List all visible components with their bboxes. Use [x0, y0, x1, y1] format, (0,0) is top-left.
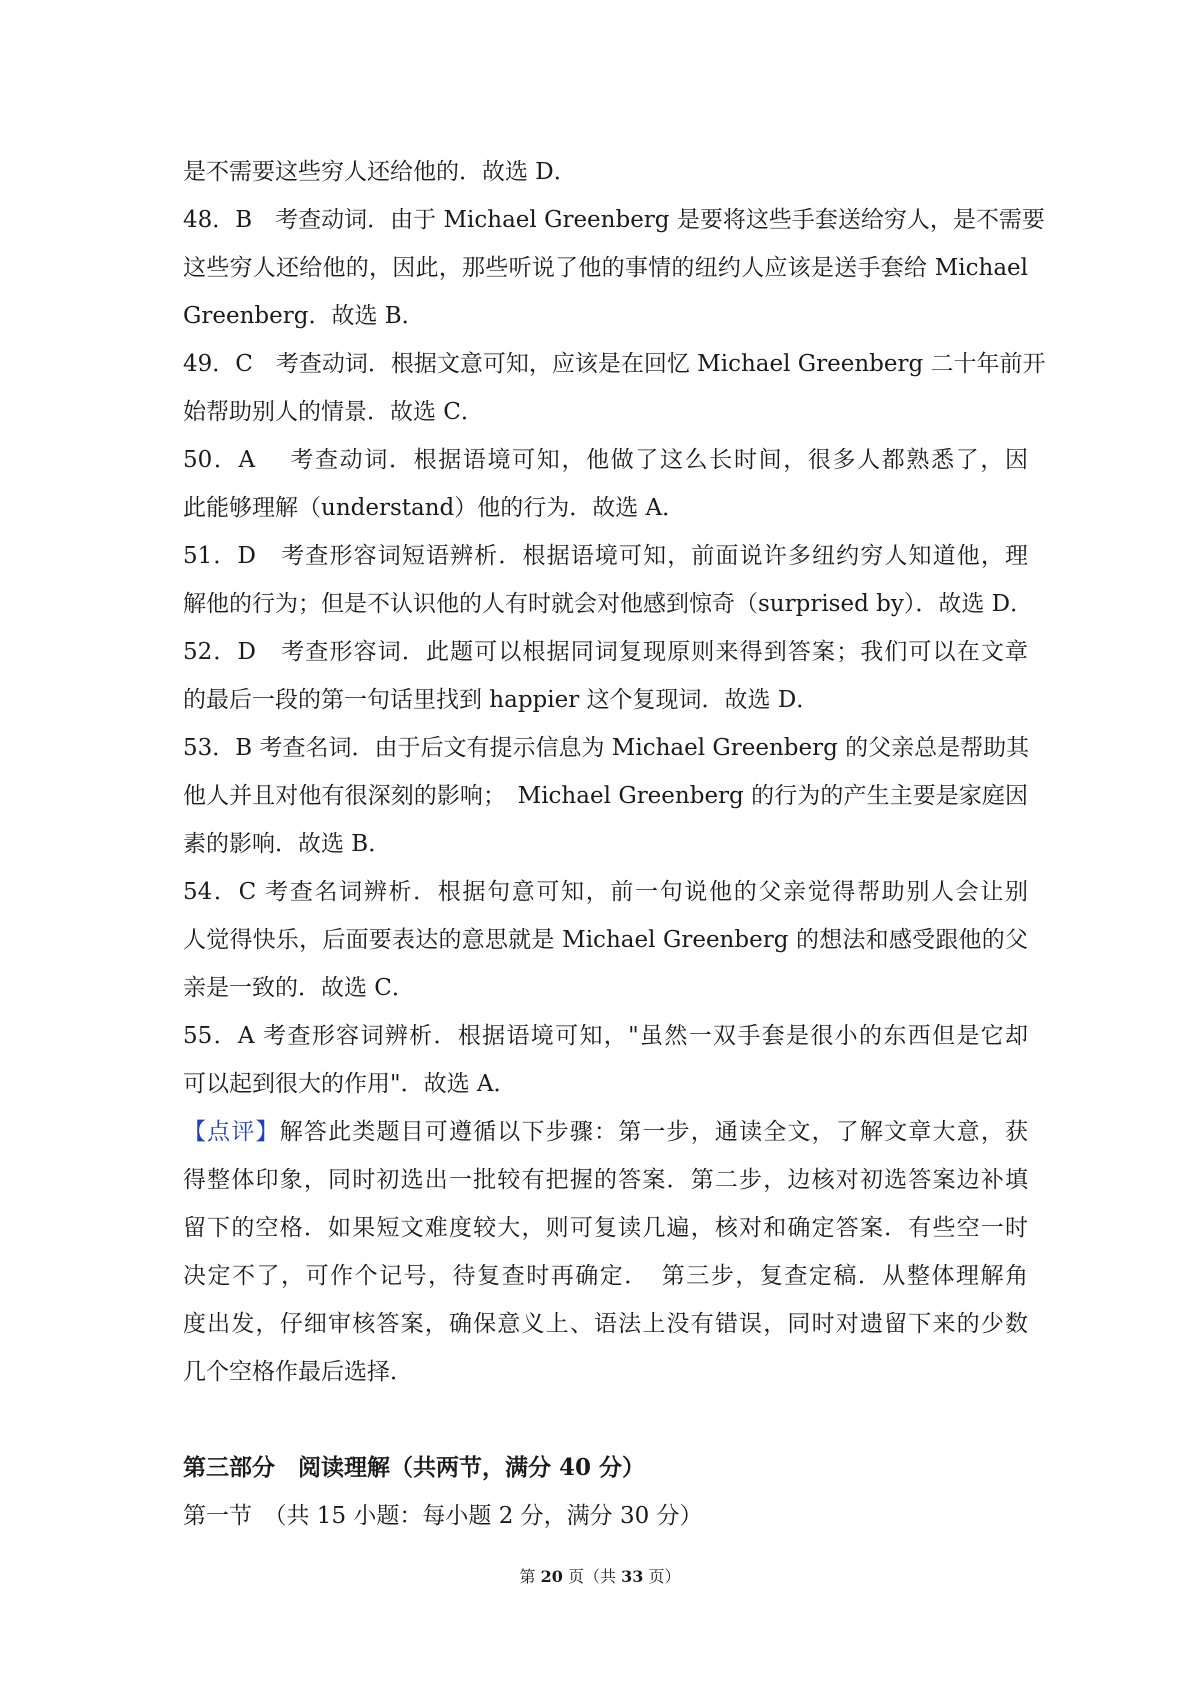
comment-first-line: 解答此类题目可遵循以下步骤：第一步，通读全文，了解文章大意，获 — [279, 1119, 1029, 1145]
answer-52-line-2: 的最后一段的第一句话里找到 happier 这个复现词．故选 D． — [183, 687, 820, 713]
page-total: 33 — [621, 1567, 644, 1586]
answer-51-line-1: 51．D 考查形容词短语辨析．根据语境可知，前面说许多纽约穷人知道他，理 — [183, 543, 1028, 569]
comment-line: 决定不了，可作个记号，待复查时再确定． 第三步，复查定稿．从整体理解角 — [183, 1263, 1028, 1289]
answer-48-line-2: 这些穷人还给他的，因此，那些听说了他的事情的纽约人应该是送手套给 Michael — [183, 255, 1028, 281]
answer-54-line-2: 人觉得快乐，后面要表达的意思就是 Michael Greenberg 的想法和感受跟他的父 — [183, 927, 1028, 953]
comment-line: 得整体印象，同时初选出一批较有把握的答案．第二步，边核对初选答案边补填 — [183, 1167, 1028, 1193]
answer-53-line-2: 他人并且对他有很深刻的影响； Michael Greenberg 的行为的产生主要是家庭因 — [183, 783, 1028, 809]
answer-53-line-1: 53．B 考查名词．由于后文有提示信息为 Michael Greenberg 的父亲总是帮助其 — [183, 735, 1030, 761]
answer-51-line-2: 解他的行为；但是不认识他的人有时就会对他感到惊奇（surprised by）．故选 D． — [183, 591, 1034, 617]
page-footer — [0, 1565, 1200, 1589]
answer-48-line-1: 48．B 考查动词．由于 Michael Greenberg 是要将这些手套送给穷人，是不需要 — [183, 207, 1045, 233]
page-number: 20 — [540, 1567, 563, 1586]
answer-54-line-3: 亲是一致的．故选 C． — [183, 975, 415, 1001]
answer-53-line-3: 素的影响．故选 B． — [183, 831, 392, 857]
comment-line: 度出发，仔细审核答案，确保意义上、语法上没有错误，同时对遗留下来的少数 — [183, 1311, 1028, 1337]
section-heading: 第三部分 阅读理解（共两节，满分 40 分） — [183, 1454, 646, 1481]
answer-52-line-1: 52．D 考查形容词．此题可以根据同词复现原则来得到答案；我们可以在文章 — [183, 639, 1028, 665]
answer-48-line-3: Greenberg．故选 B． — [183, 303, 425, 329]
body-line: 是不需要这些穷人还给他的．故选 D． — [183, 159, 577, 185]
footer-suffix: 页） — [643, 1567, 681, 1586]
answer-55-line-2: 可以起到很大的作用"．故选 A． — [183, 1071, 517, 1097]
comment-line: 几个空格作最后选择． — [183, 1359, 413, 1385]
answer-55-line-1: 55．A 考查形容词辨析．根据语境可知，"虽然一双手套是很小的东西但是它却 — [183, 1023, 1028, 1049]
answer-49-line-1: 49．C 考查动词．根据文意可知，应该是在回忆 Michael Greenberg 二十年前开 — [183, 351, 1046, 377]
answer-54-line-1: 54．C 考查名词辨析．根据句意可知，前一句说他的父亲觉得帮助别人会让别 — [183, 879, 1028, 905]
footer-middle: 页（共 — [562, 1567, 622, 1586]
comment-line: 留下的空格．如果短文难度较大，则可复读几遍，核对和确定答案．有些空一时 — [183, 1215, 1028, 1241]
comment-line-1 — [183, 1108, 1028, 1156]
answer-50-line-2: 此能够理解（understand）他的行为．故选 A． — [183, 495, 686, 521]
answer-49-line-2: 始帮助别人的情景．故选 C． — [183, 399, 484, 425]
comment-tag: 【点评】 — [183, 1119, 280, 1145]
section-subheading: 第一节 （共 15 小题：每小题 2 分，满分 30 分） — [183, 1503, 703, 1529]
answer-50-line-1: 50．A 考查动词．根据语境可知，他做了这么长时间，很多人都熟悉了，因 — [183, 447, 1028, 473]
footer-prefix: 第 — [519, 1567, 541, 1586]
document-body — [183, 148, 1046, 1540]
